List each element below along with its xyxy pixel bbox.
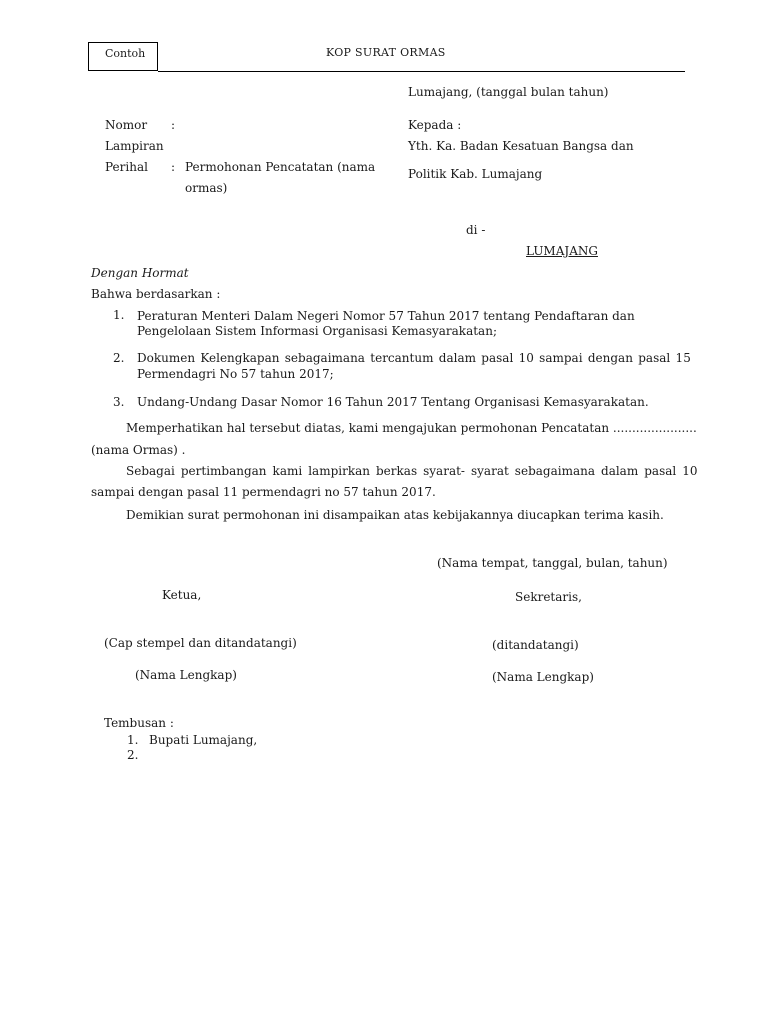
perihal-value-line2: ormas) (185, 181, 228, 195)
nomor-label: Nomor (105, 118, 148, 132)
perihal-colon: : (171, 160, 176, 174)
recipient-kepada: Kepada : (408, 118, 462, 132)
perihal-value-line1: Permohonan Pencatatan (nama (185, 160, 376, 174)
salutation: Dengan Hormat (91, 266, 189, 280)
list-item-1-line2: Pengelolaan Sistem Informasi Organisasi Kemasyarakatan; (137, 324, 497, 338)
recipient-city: LUMAJANG (526, 244, 598, 258)
body-p2-line2: sampai dengan pasal 11 permendagri no 57 tahun 2017. (91, 485, 436, 499)
body-p3: Demikian surat permohonan ini disampaikan atas kebijakannya diucapkan terima kasih. (126, 508, 664, 522)
body-p2-line1: Sebagai pertimbangan kami lampirkan berkas syarat- syarat sebagaimana dalam pasal 10 (126, 464, 698, 478)
recipient-line1: Yth. Ka. Badan Kesatuan Bangsa dan (408, 139, 634, 153)
letterhead-rule (158, 71, 685, 72)
tembusan-item-1-number: 1. (127, 733, 139, 747)
list-item-2-line1: Dokumen Kelengkapan sebagaimana tercantum dalam pasal 10 sampai dengan pasal 15 (137, 351, 691, 365)
signature-right-role: Sekretaris, (515, 590, 582, 604)
signature-place-date: (Nama tempat, tanggal, bulan, tahun) (437, 556, 668, 570)
signature-left-role: Ketua, (162, 588, 202, 602)
recipient-di: di - (466, 223, 486, 237)
tembusan-item-2-number: 2. (127, 748, 139, 762)
tembusan-label: Tembusan : (104, 716, 174, 730)
letterhead-tag-box (88, 42, 158, 71)
body-p1-line1: Memperhatikan hal tersebut diatas, kami mengajukan permohonan Pencatatan ...................... (126, 421, 697, 435)
letterhead-title: KOP SURAT ORMAS (326, 46, 446, 59)
nomor-colon: : (171, 118, 176, 132)
signature-right-name: (Nama Lengkap) (492, 670, 594, 684)
signature-left-name: (Nama Lengkap) (135, 668, 237, 682)
lampiran-label: Lampiran (105, 139, 164, 153)
body-p1-line2: (nama Ormas) . (91, 443, 186, 457)
list-item-2-number: 2. (113, 351, 125, 365)
place-date: Lumajang, (tanggal bulan tahun) (408, 85, 609, 99)
perihal-label: Perihal (105, 160, 148, 174)
list-item-1-line1: Peraturan Menteri Dalam Negeri Nomor 57 Tahun 2017 tentang Pendaftaran dan (137, 309, 635, 323)
list-item-3-number: 3. (113, 395, 125, 409)
intro: Bahwa berdasarkan : (91, 287, 221, 301)
signature-right-note: (ditandatangi) (492, 638, 579, 652)
signature-left-note: (Cap stempel dan ditandatangi) (104, 636, 297, 650)
list-item-1-number: 1. (113, 308, 125, 322)
list-item-3-line1: Undang-Undang Dasar Nomor 16 Tahun 2017 Tentang Organisasi Kemasyarakatan. (137, 395, 649, 409)
letterhead-tag: Contoh (105, 47, 146, 60)
tembusan-item-1-text: Bupati Lumajang, (149, 733, 258, 747)
list-item-2-line2: Permendagri No 57 tahun 2017; (137, 367, 334, 381)
recipient-line2: Politik Kab. Lumajang (408, 167, 543, 181)
